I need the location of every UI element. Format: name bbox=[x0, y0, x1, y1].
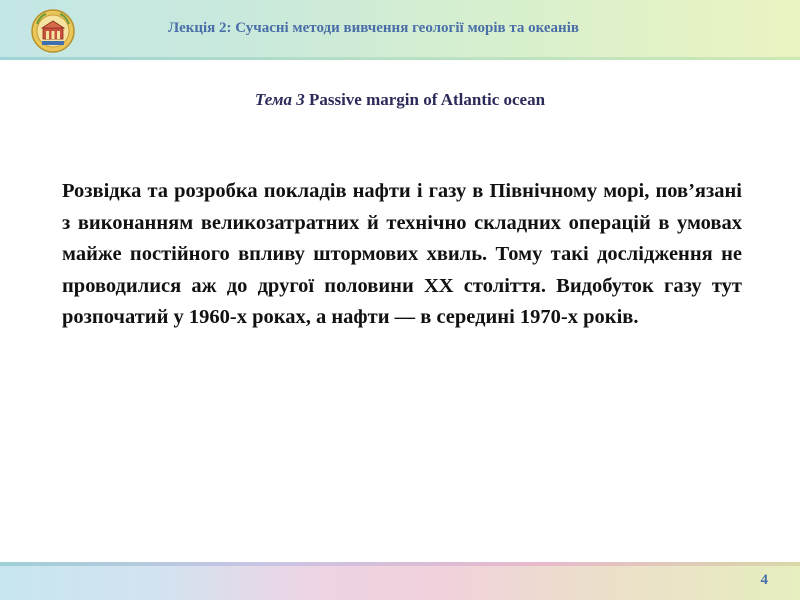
page-number: 4 bbox=[760, 572, 768, 588]
topic-title: Passive margin of Atlantic ocean bbox=[308, 90, 546, 109]
topic-heading bbox=[0, 90, 800, 110]
body-paragraph: Розвідка та розробка покладів нафти і газу в Північному морі, пов’язані з виконанням великозатратних й технічно складних операцій в умовах майже постійного впливу штормових хвиль. Тому такі дослідження не проводилися аж до другої половини XX століття. Видобуток газу тут розпочатий у 1960-х роках, а нафти — в середині 1970-х років. bbox=[62, 180, 742, 328]
topic-label: Тема 3 bbox=[254, 90, 305, 109]
footer-band bbox=[0, 562, 800, 600]
university-logo-icon bbox=[30, 8, 76, 54]
header-band bbox=[0, 0, 800, 60]
lecture-title: Лекція 2: Сучасні методи вивчення геології морів та океанів bbox=[168, 20, 579, 36]
